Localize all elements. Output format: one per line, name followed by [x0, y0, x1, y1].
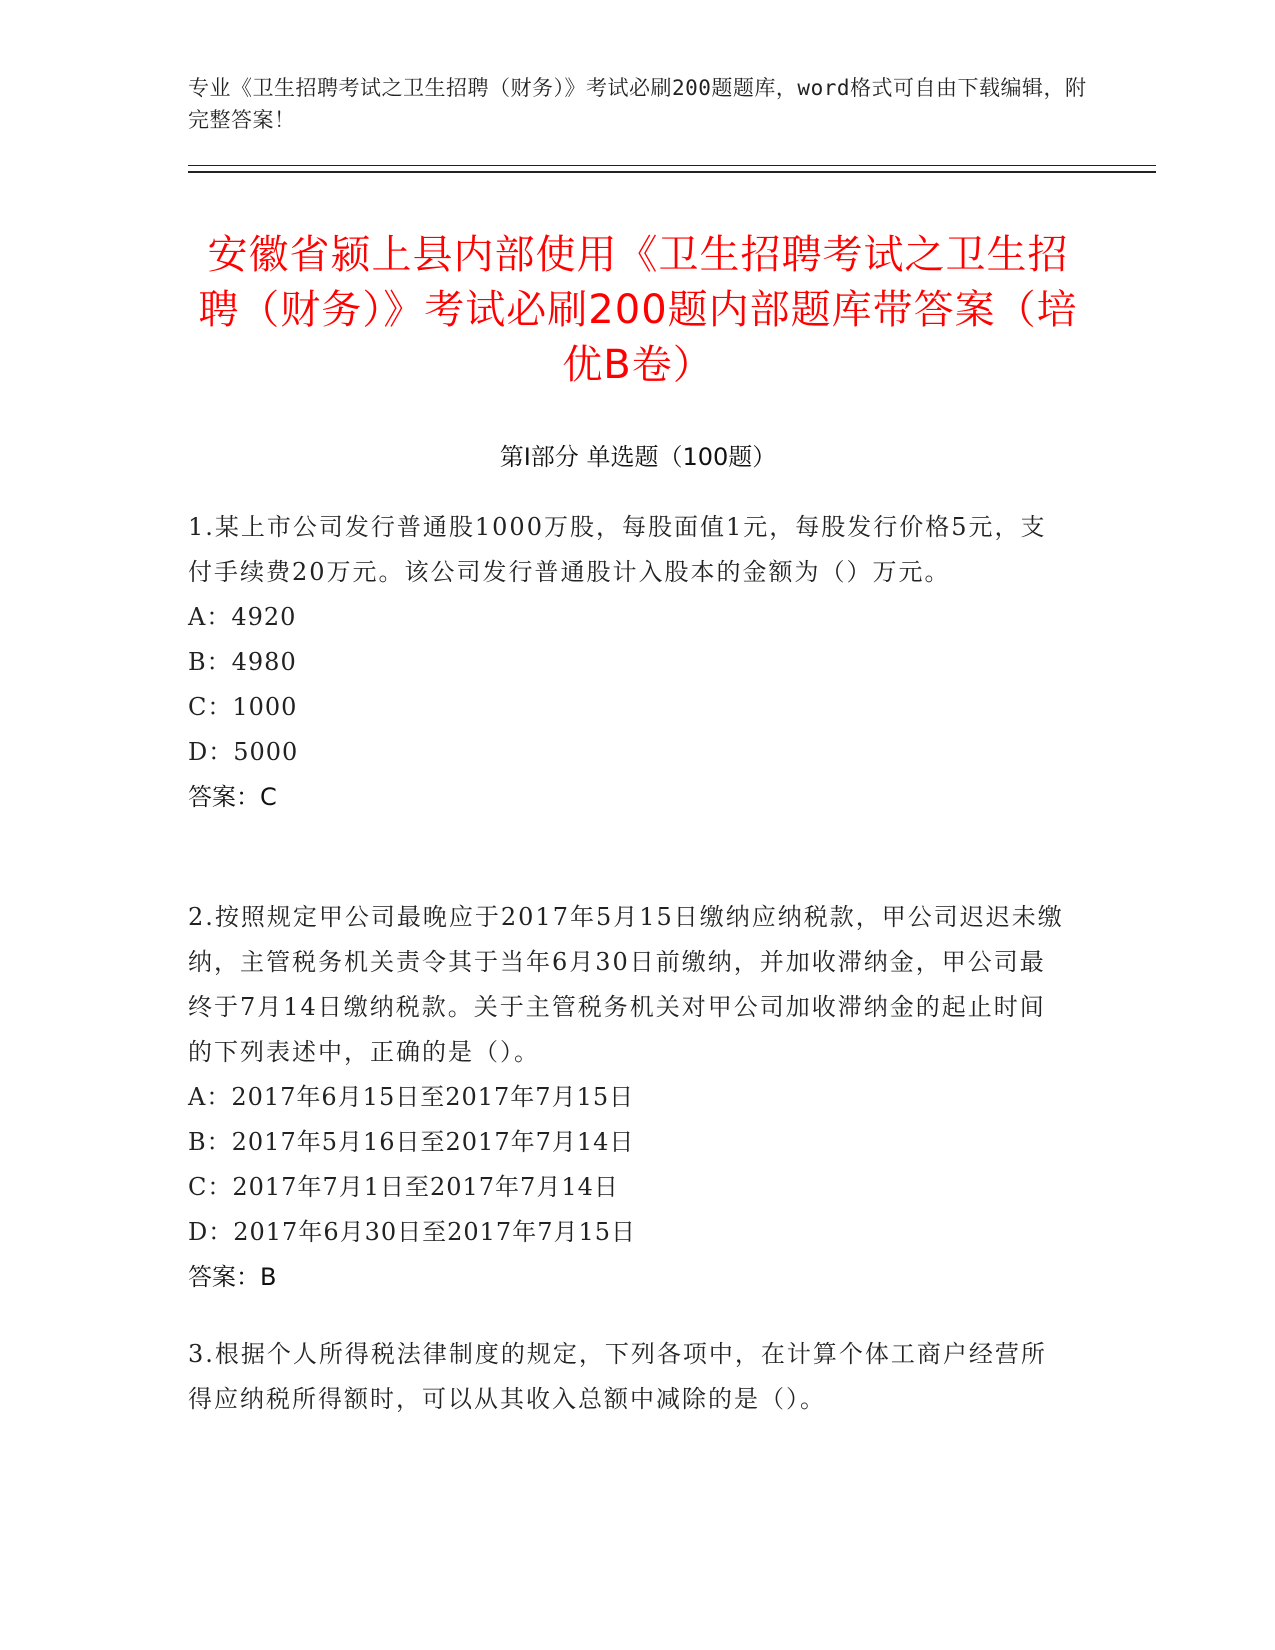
option-a: A：4920	[188, 603, 297, 631]
option-b: B：2017年5月16日至2017年7月14日	[188, 1128, 635, 1156]
option-c: C：1000	[188, 693, 298, 721]
question-3	[188, 1332, 1068, 1422]
answer: 答案：B	[188, 1263, 277, 1291]
question-2	[188, 895, 1068, 1300]
question-text: 2.按照规定甲公司最晚应于2017年5月15日缴纳应纳税款，甲公司迟迟未缴纳，主管税务机关责令其于当年6月30日前缴纳，并加收滞纳金，甲公司最终于7月14日缴纳税款。关于主管税务机关对甲公司加收滞纳金的起止时间的下列表述中，正确的是（）。	[188, 903, 1064, 1066]
document-title: 安徽省颍上县内部使用《卫生招聘考试之卫生招聘（财务）》考试必刷200题内部题库带答案（培优B卷）	[198, 232, 1078, 388]
question-text: 3.根据个人所得税法律制度的规定，下列各项中，在计算个体工商户经营所得应纳税所得额时，可以从其收入总额中减除的是（）。	[188, 1340, 1047, 1413]
answer: 答案：C	[188, 783, 277, 811]
header-divider-thick	[188, 171, 1156, 173]
option-b: B：4980	[188, 648, 297, 676]
header-divider-thin	[188, 165, 1156, 166]
option-d: D：2017年6月30日至2017年7月15日	[188, 1218, 637, 1246]
question-text: 1.某上市公司发行普通股1000万股，每股面值1元，每股发行价格5元，支付手续费20万元。该公司发行普通股计入股本的金额为（）万元。	[188, 513, 1047, 586]
section-heading: 第Ⅰ部分 单选题（100题）	[499, 443, 777, 471]
option-d: D：5000	[188, 738, 299, 766]
header-note: 专业《卫生招聘考试之卫生招聘（财务）》考试必刷200题题库，word格式可自由下载编辑，附完整答案！	[188, 76, 1087, 132]
option-a: A：2017年6月15日至2017年7月15日	[188, 1083, 635, 1111]
question-1	[188, 505, 1068, 820]
option-c: C：2017年7月1日至2017年7月14日	[188, 1173, 619, 1201]
